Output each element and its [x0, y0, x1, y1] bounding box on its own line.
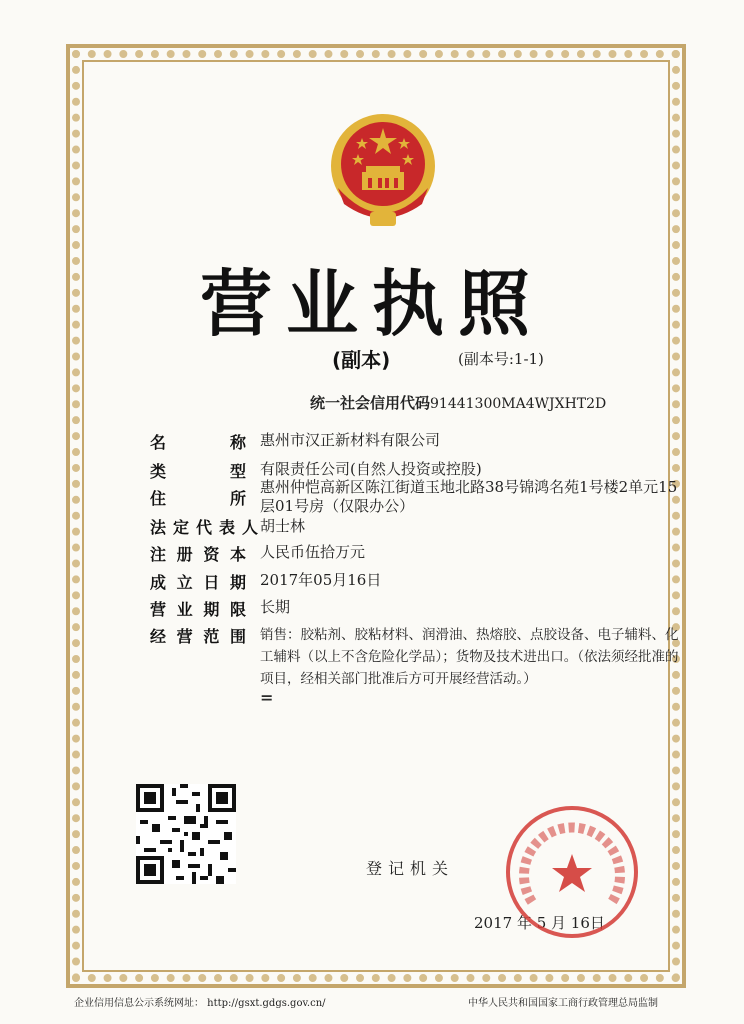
label-char: 本 [229, 545, 246, 564]
field-value-name: 惠州市汉正新材料有限公司 [260, 431, 441, 449]
field-label-scope [150, 624, 246, 647]
label-char: 立 [176, 573, 193, 592]
credit-code-value: 91441300MA4WJXHT2D [430, 396, 607, 412]
copy-number: (副本号:1-1) [458, 350, 544, 368]
field-label-type [150, 459, 246, 482]
label-char: 册 [176, 545, 193, 564]
official-seal-icon [502, 802, 642, 942]
label-char: 表 [218, 518, 235, 537]
label-char: 称 [229, 433, 246, 452]
label-char: 范 [203, 627, 220, 646]
field-value-established: 2017年05月16日 [260, 571, 382, 589]
label-char: 限 [229, 600, 246, 619]
label-char: 期 [229, 573, 246, 592]
label-char: 业 [176, 600, 193, 619]
credit-code-label: 统一社会信用代码 [310, 394, 431, 412]
registration-date: 2017 年 5 月 16日 [474, 914, 605, 932]
label-char: 营 [150, 600, 167, 619]
field-label-capital [150, 542, 246, 565]
field-value-address: 惠州仲恺高新区陈江街道玉地北路38号锦鸿名苑1号楼2单元15层01号房（仅限办公） [260, 478, 678, 515]
field-value-legal-rep: 胡士林 [260, 517, 306, 535]
label-char: 类 [150, 462, 167, 481]
field-label-term [150, 597, 246, 620]
label-char: 所 [229, 489, 246, 508]
label-char: 期 [203, 600, 220, 619]
credit-code-row [310, 392, 606, 413]
field-value-type: 有限责任公司(自然人投资或控股) [260, 460, 482, 478]
field-label-established [150, 570, 246, 593]
label-char: 成 [150, 573, 167, 592]
label-char: 名 [150, 433, 167, 452]
copy-label: (副本) [332, 348, 391, 372]
label-char: 营 [176, 627, 193, 646]
label-char: 日 [203, 573, 220, 592]
label-char: 经 [150, 627, 167, 646]
label-char: 住 [150, 489, 167, 508]
field-label-address [150, 486, 246, 509]
label-char: 法 [150, 518, 167, 537]
registration-authority: 登记机关 [366, 859, 455, 878]
label-char: 注 [150, 545, 167, 564]
national-emblem-icon [322, 108, 444, 234]
label-char: 型 [229, 462, 246, 481]
label-char: 代 [195, 518, 212, 537]
field-label-name [150, 430, 246, 453]
document-title: 营业执照 [199, 262, 544, 346]
label-char: 资 [203, 545, 220, 564]
qr-code-icon[interactable] [136, 784, 236, 884]
label-char: 围 [229, 627, 246, 646]
field-value-term: 长期 [260, 598, 291, 616]
field-value-scope: 销售：胶粘剂、胶粘材料、润滑油、热熔胶、点胶设备、电子辅料、化工辅料（以上不含危险化学品）；货物及技术进出口。（依法须经批准的项目，经相关部门批准后方可开展经营活动。） [260, 627, 679, 687]
footer-website: 企业信用信息公示系统网址： http://gsxt.gdgs.gov.cn/ [74, 998, 326, 1009]
scope-end-mark: = [260, 688, 274, 707]
label-char: 人 [241, 518, 258, 537]
field-label-legal-rep [150, 515, 258, 538]
label-char: 定 [172, 518, 189, 537]
footer-issuer: 中华人民共和国国家工商行政管理总局监制 [468, 998, 658, 1009]
field-value-capital: 人民币伍拾万元 [260, 543, 366, 561]
